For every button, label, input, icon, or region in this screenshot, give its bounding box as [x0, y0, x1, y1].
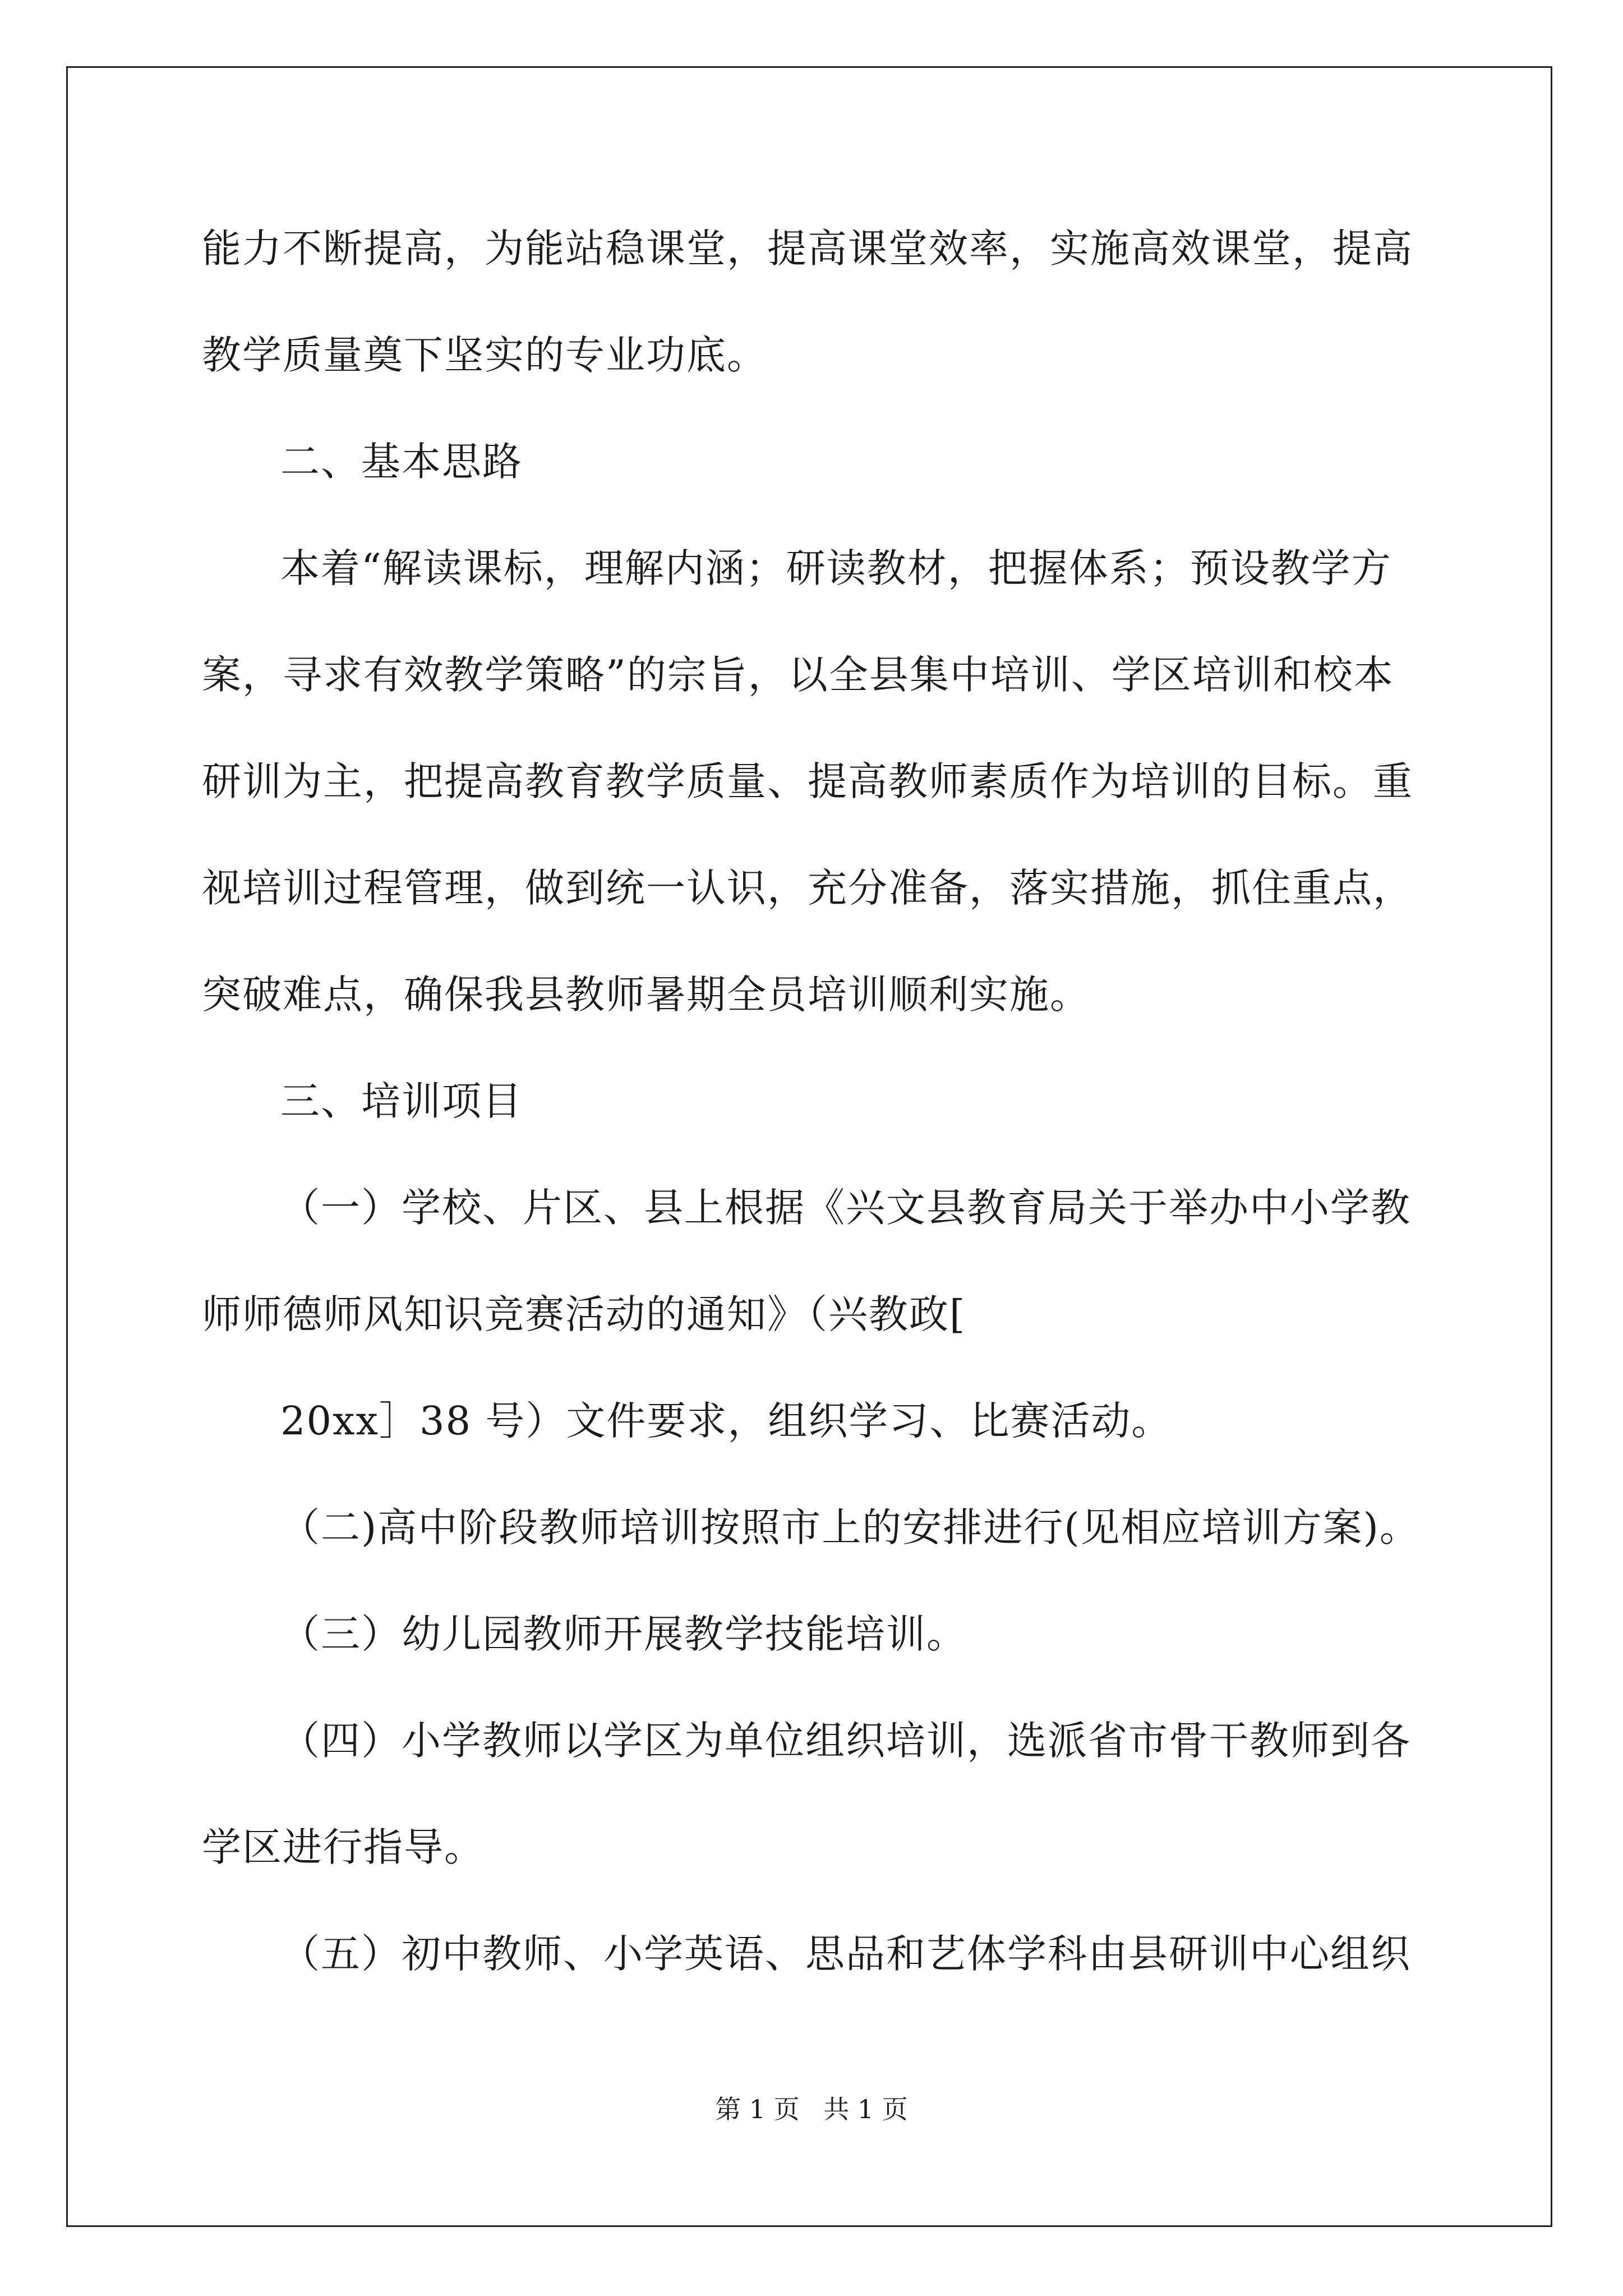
paragraph-line: 突破难点，确保我县教师暑期全员培训顺利实施。 [202, 972, 1090, 1018]
paragraph-line: 能力不断提高，为能站稳课堂，提高课堂效率，实施高效课堂，提高 [202, 226, 1413, 272]
page-frame [66, 66, 1552, 2227]
paragraph-line: 视培训过程管理，做到统一认识，充分准备，落实措施，抓住重点， [202, 865, 1413, 911]
paragraph-line: 20xx］38 号）文件要求，组织学习、比赛活动。 [280, 1398, 1172, 1444]
paragraph-line: 本着“解读课标，理解内涵；研读教材，把握体系；预设教学方 [280, 545, 1392, 591]
paragraph-line: （三）幼儿园教师开展教学技能培训。 [280, 1611, 967, 1657]
paragraph-line: （四）小学教师以学区为单位组织培训，选派省市骨干教师到各 [280, 1718, 1411, 1764]
paragraph-line: 师师德师风知识竞赛活动的通知》（兴教政[ [202, 1291, 966, 1337]
paragraph-line: 教学质量奠下坚实的专业功底。 [202, 332, 767, 378]
paragraph-line: 学区进行指导。 [202, 1824, 485, 1870]
page-total: 共 1 页 [823, 2094, 908, 2124]
paragraph-line: （二)高中阶段教师培训按照市上的安排进行(见相应培训方案)。 [280, 1504, 1420, 1550]
paragraph-line: （五）初中教师、小学英语、思品和艺体学科由县研训中心组织 [280, 1931, 1411, 1977]
paragraph-line: （一）学校、片区、县上根据《兴文县教育局关于举办中小学教 [280, 1185, 1411, 1231]
page-footer [0, 2096, 1623, 2122]
section-heading: 二、基本思路 [280, 439, 523, 485]
section-heading: 三、培训项目 [280, 1078, 523, 1124]
paragraph-line: 研训为主，把提高教育教学质量、提高教师素质作为培训的目标。重 [202, 758, 1413, 804]
page-number: 第 1 页 [715, 2094, 800, 2124]
paragraph-line: 案，寻求有效教学策略”的宗旨，以全县集中培训、学区培训和校本 [202, 652, 1394, 698]
